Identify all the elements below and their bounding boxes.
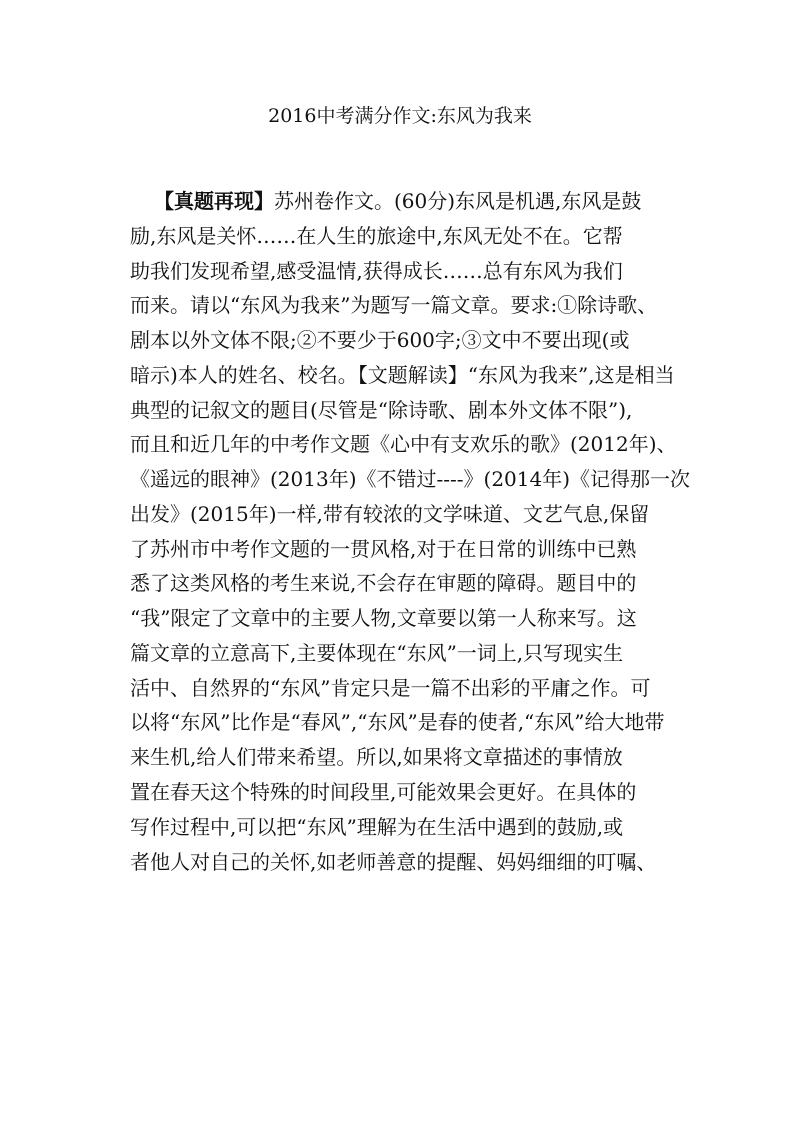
text-line <box>130 184 690 218</box>
text-line: “我”限定了文章中的主要人物,文章要以第一人称来写。这 <box>130 606 637 631</box>
text-line: 了苏州市中考作文题的一贯风格,对于在日常的训练中已熟 <box>130 536 637 561</box>
text-line: 暗示)本人的姓名、校名。【文题解读】“东风为我来”,这是相当 <box>130 362 675 387</box>
text-line: 助我们发现希望,感受温情,获得成长……总有东风为我们 <box>130 258 623 283</box>
text-line: 悉了这类风格的考生来说,不会存在审题的障碍。题目中的 <box>130 571 637 596</box>
text-line: 者他人对自己的关怀,如老师善意的提醒、妈妈细细的叮嘱、 <box>130 849 657 874</box>
text-line: 活中、自然界的“东风”肯定只是一篇不出彩的平庸之作。可 <box>130 675 651 700</box>
document-title: 2016中考满分作文:东风为我来 <box>268 105 532 127</box>
text-line: 励,东风是关怀……在人生的旅途中,东风无处不在。它帮 <box>130 223 623 248</box>
text-line: 置在春天这个特殊的时间段里,可能效果会更好。在具体的 <box>130 780 637 805</box>
text-line: 来生机,给人们带来希望。所以,如果将文章描述的事情放 <box>130 745 623 770</box>
text-line: 而来。请以“东风为我来”为题写一篇文章。要求:①除诗歌、 <box>130 293 658 318</box>
text-line: 篇文章的立意高下,主要体现在“东风”一词上,只写现实生 <box>130 640 624 665</box>
article-body <box>130 184 690 879</box>
text-line: 写作过程中,可以把“东风”理解为在生活中遇到的鼓励,或 <box>130 814 624 839</box>
line-text: 苏州卷作文。(60分)东风是机遇,东风是鼓 <box>274 189 642 213</box>
text-line: 剧本以外文体不限;②不要少于600字;③文中不要出现(或 <box>130 328 630 353</box>
text-line: 而且和近几年的中考作文题《心中有支欢乐的歌》(2012年)、 <box>130 432 677 457</box>
text-line: 出发》(2015年)一样,带有较浓的文学味道、文艺气息,保留 <box>130 501 650 526</box>
text-line: 典型的记叙文的题目(尽管是“除诗歌、剧本外文体不限”), <box>130 397 633 422</box>
text-line: 《遥远的眼神》(2013年)《不错过----》(2014年)《记得那一次 <box>130 467 691 492</box>
text-line: 以将“东风”比作是“春风”,“东风”是春的使者,“东风”给大地带 <box>130 710 665 735</box>
section-label: 【真题再现】 <box>154 189 274 213</box>
